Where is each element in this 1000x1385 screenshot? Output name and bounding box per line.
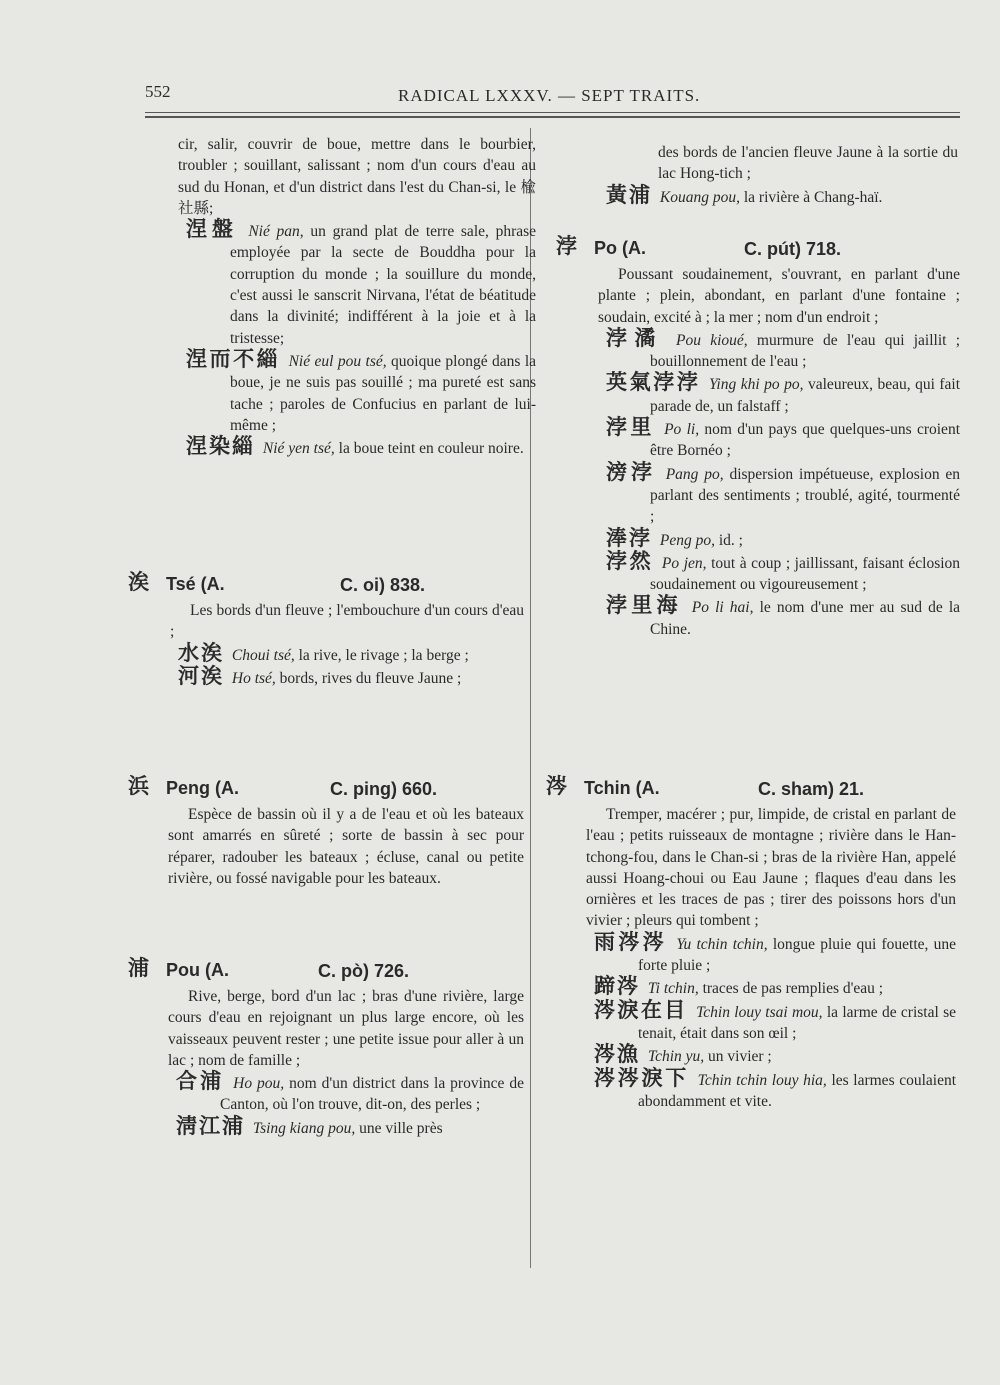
subentry-chars: 涔淚在目 [594, 997, 688, 1022]
subentry-chars: 浡潏 [606, 325, 663, 350]
subentry-definition: tout à coup ; jaillissant, faisant éclosion soudainement ou vigoureusement ; [650, 554, 961, 594]
subentry-definition: la rive, le rivage ; la berge ; [298, 646, 469, 664]
headword-character: 浡 [556, 234, 577, 258]
page-number: 552 [145, 82, 171, 101]
subentry-definition: murmure de l'eau qui jaillit ; bouillonnement de l'eau ; [650, 331, 961, 371]
entry-definition: Tremper, macérer ; pur, limpide, de cristal en parlant de l'eau ; petits ruisseaux de montagne ; rivière dans le Han-tchong-fou, dans le Chan-si ; bras de la rivière Han, appelé aussi Hoang-choui ou Eau Jaune ; flaques d'eau dans les ornières et les traces de pas ; tirer des poissons hors d'un vivier ; pleurs qui tombent ; [586, 806, 956, 930]
subentry-definition: la larme de cristal se tenait, était dans son œil ; [638, 1003, 956, 1042]
headword-character: 浦 [128, 956, 149, 980]
subentry-pang-po [598, 459, 961, 528]
subentry-romanization: Ho tsé, [231, 669, 276, 687]
subentry-definition: id. ; [718, 531, 743, 549]
left-column-top [178, 134, 536, 459]
subentry-chars: 英氣浡浡 [606, 370, 701, 395]
subentry-chars: 涅盤 [186, 217, 238, 242]
subentry-romanization: Tchin tchin louy hia, [697, 1071, 827, 1089]
subentry-ho-pou [168, 1071, 524, 1116]
entry-definition: Espèce de bassin où il y a de l'eau et où les bateaux sont amarrés en sûreté ; sorte de bassin à sec pour réparer, radouber les bateaux ; écluse, canal ou petite rivière, ou fossé navigable pour les bateaux. [168, 806, 524, 887]
subentry-definition: valeureux, beau, qui fait parade de, un falstaff ; [650, 376, 961, 415]
subentry-definition: la boue teint en couleur noire. [338, 440, 524, 458]
subentry-romanization: Pang po, [665, 465, 724, 483]
subentry-romanization: Po li, [664, 421, 700, 439]
subentry-definition: un vivier ; [708, 1048, 772, 1066]
subentry-chars: 合浦 [176, 1069, 225, 1094]
subentry-romanization: Nié eul pou tsé, [288, 352, 387, 370]
entry-definition: Rive, berge, bord d'un lac ; bras d'une rivière, large cours d'eau en rejoignant un plus large encore, où les vaisseaux peuvent rester ; une petite issue pour aller à un lac ; nom de famille ; [168, 988, 524, 1069]
subentry-definition: le nom d'une mer au sud de la Chine. [650, 599, 961, 638]
subentry-chars: 涅而不緇 [186, 346, 281, 371]
subentry-romanization: Nié pan, [248, 223, 304, 241]
entry-heading [128, 572, 524, 600]
subentry-romanization: Ti tchin, [647, 980, 699, 998]
headword-character: 涔 [546, 774, 567, 798]
subentry-choui-tse [170, 640, 524, 666]
subentry-chars: 雨涔涔 [594, 929, 668, 954]
entry-heading [128, 958, 524, 986]
subentry-romanization: Yu tchin tchin, [676, 935, 768, 953]
subentry-po-jen [598, 548, 961, 596]
subentry-chars: 淎浡 [606, 525, 652, 550]
entry-peng [128, 776, 524, 889]
subentry-pou-kioue [598, 325, 961, 373]
subentry-po-li-hai [598, 595, 960, 640]
subentry-romanization: Nié yen tsé, [262, 440, 335, 458]
subentry-romanization: Pou kioué, [676, 331, 748, 349]
subentry-romanization: Kouang pou, [659, 188, 740, 206]
entry-heading [546, 776, 956, 804]
subentry-chars: 涅染緇 [186, 434, 255, 459]
entry-tchin [546, 776, 956, 1112]
running-title: RADICAL LXXXV. — SEPT TRAITS. [398, 86, 701, 105]
subentry-kouang-pou [598, 182, 958, 208]
subentry-chars: 涔涔淚下 [594, 1065, 690, 1090]
subentry-nie-pan [178, 219, 536, 349]
subentry-romanization: Tchin louy tsai mou, [696, 1003, 823, 1021]
subentry-definition: la rivière à Chang-haï. [743, 188, 883, 206]
subentry-definition: longue pluie qui fouette, une forte pluie ; [638, 935, 957, 975]
subentry-definition: nom d'un pays que quelques-uns croient être Bornéo ; [650, 421, 960, 460]
subentry-definition: traces de pas remplies d'eau ; [702, 980, 884, 998]
subentry-romanization: Ho pou, [233, 1075, 285, 1093]
headword-number: C. pút) 718. [744, 239, 842, 259]
subentry-definition: un grand plat de terre sale, phrase employée par la secte de Bouddha pour la corruption du monde ; la souillure du monde, c'est aussi le sanscrit Nirvana, l'état de béatitude dans la divinité; indifférent à la joie et à la tristesse; [230, 223, 537, 347]
entry-definition: Poussant soudainement, s'ouvrant, en parlant d'une plante ; plein, abondant, en parlant d'une fontaine ; soudain, excité à ; la mer ; nom d'un endroit ; [598, 266, 960, 326]
subentry-romanization: Choui tsé, [231, 646, 295, 664]
entry-heading [556, 236, 960, 264]
subentry-tchin-louy-tsai-mou [586, 997, 956, 1045]
subentry-romanization: Tsing kiang pou, [252, 1119, 356, 1137]
page-header [145, 82, 960, 112]
subentry-romanization: Po li hai, [691, 599, 754, 617]
subentry-nie-eul-pou-tse [178, 346, 537, 436]
subentry-chars: 淸江浦 [176, 1113, 245, 1138]
subentry-chars: 浡里 [606, 415, 655, 440]
headword-number: C. sham) 21. [758, 779, 865, 799]
subentry-ti-tchin [586, 976, 956, 999]
header-rule [145, 112, 960, 113]
subentry-romanization: Ying khi po po, [708, 376, 804, 394]
headword: Pou (A. [166, 960, 229, 980]
subentry-chars: 黃浦 [606, 182, 652, 207]
subentry-romanization: Peng po, [659, 531, 715, 549]
subentry-chars: 水涘 [178, 640, 224, 665]
subentry-definition: nom d'un district dans la province de Canton, où l'on trouve, dit-on, des perles ; [220, 1075, 525, 1114]
subentry-chars: 浡里海 [606, 593, 682, 618]
subentry-romanization: Po jen, [661, 554, 707, 572]
entry-tse [128, 572, 524, 689]
subentry-ho-tse [170, 663, 524, 689]
entry-po [556, 236, 960, 640]
intro-text: cir, salir, couvrir de boue, mettre dans le bourbier, troubler ; souillant, salissant ; nom d'un cours d'eau au sud du Honan, et d'un district dans l'est du Chan-si, le 楡社縣; [178, 136, 536, 217]
subentry-peng-po [598, 525, 960, 551]
entry-definition: Les bords d'un fleuve ; l'embouchure d'un cours d'eau ; [170, 602, 524, 641]
subentry-tchin-tchin-louy-hia [586, 1065, 957, 1113]
entry-pou [128, 958, 524, 1139]
subentry-chars: 涔漁 [594, 1042, 640, 1067]
entry-heading [128, 776, 524, 804]
headword-character: 涘 [128, 570, 149, 594]
right-column-top [598, 142, 958, 208]
subentry-chars: 蹄涔 [594, 974, 640, 999]
headword-number: C. ping) 660. [330, 779, 438, 799]
headword-number: C. oi) 838. [340, 575, 426, 595]
subentry-chars: 浡然 [606, 548, 654, 573]
subentry-definition: dispersion impétueuse, explosion en parlant des sentiments ; troublé, agité, tourmenté ; [650, 465, 961, 526]
subentry-po-li [598, 417, 960, 462]
subentry-tchin-yu [586, 1044, 956, 1067]
headword-number: C. pò) 726. [318, 961, 410, 981]
subentry-definition: une ville près [359, 1119, 443, 1137]
subentry-definition: les larmes coulaient abondamment et vite. [638, 1071, 957, 1110]
subentry-definition: quoique plongé dans la boue, je ne suis pas souillé ; ma pureté est sans tache ; paroles de Confucius en parlant de lui-même ; [230, 352, 537, 434]
subentry-yu-tchin-tchin [586, 929, 957, 977]
subentry-chars: 河涘 [178, 663, 224, 688]
subentry-chars: 滂浡 [606, 459, 656, 484]
headword: Tsé (A. [166, 574, 225, 594]
continuation-text: des bords de l'ancien fleuve Jaune à la sortie du lac Hong-tich ; [658, 144, 958, 183]
headword-character: 浜 [128, 774, 149, 798]
headword: Po (A. [594, 238, 646, 258]
headword: Peng (A. [166, 778, 240, 798]
subentry-definition: bords, rives du fleuve Jaune ; [279, 669, 462, 687]
headword: Tchin (A. [584, 778, 660, 798]
header-rule-thick [145, 116, 960, 118]
subentry-tsing-kiang-pou [168, 1113, 524, 1139]
subentry-romanization: Tchin yu, [647, 1048, 705, 1066]
subentry-ying-khi-po-po [598, 372, 960, 417]
subentry-nie-yen-tse [178, 436, 536, 459]
